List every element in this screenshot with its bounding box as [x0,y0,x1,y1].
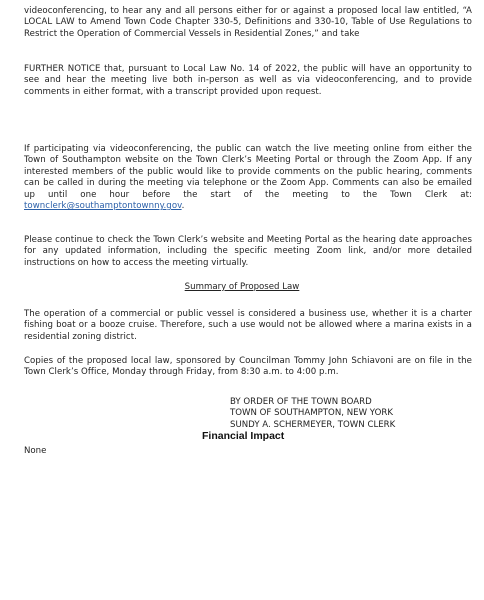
financial-impact-value: None [24,446,47,456]
paragraph-copies: Copies of the proposed local law, sponsored by Councilman Tommy John Schiavoni are on file in the Town Clerk’s Office, Monday through Friday, from 8:30 a.m. to 4:00 p.m. [24,356,472,378]
paragraph-videoconferencing [24,144,472,212]
financial-impact-heading: Financial Impact [202,430,285,442]
signature-block [230,397,395,431]
town-clerk-email-link[interactable]: townclerk@southamptontownny.gov [24,201,182,212]
signature-line-2: TOWN OF SOUTHAMPTON, NEW YORK [230,408,393,419]
videoconferencing-end: . [181,201,185,212]
paragraph-summary: The operation of a commercial or public vessel is considered a business use, whether it is a charter fishing boat or a booze cruise. Therefore, such a use would not be allowed where a marina exists in a residential zoning district. [24,309,472,342]
paragraph-hearing-intro: videoconferencing, to hear any and all persons either for or against a proposed local law entitled, “A LOCAL LAW to Amend Town Code Chapter 330-5, Definitions and 330-10, Table of Use Regulations to Restrict the Operation of Commercial Vessels in Residential Zones,” and take [24,6,472,39]
signature-line-1: BY ORDER OF THE TOWN BOARD [230,397,372,407]
paragraph-further-notice: FURTHER NOTICE that, pursuant to Local Law No. 14 of 2022, the public will have an opportunity to see and hear the meeting live both in-person as well as via videoconferencing, and to provide comments in either format, with a transcript provided upon request. [24,64,472,97]
signature-line-3: SUNDY A. SCHERMEYER, TOWN CLERK [230,419,396,430]
videoconferencing-text: If participating via videoconferencing, the public can watch the live meeting online from either the Town of Southampton website on the Town Clerk’s Meeting Portal or through the Zoom App. If any interested members of the public would like to provide comments on the public hearing, comments can be called in during the meeting via telephone or the Zoom App. Comments can also be emailed up until one hour before the start of the meeting to the Town Clerk at: [24,144,472,200]
paragraph-check-website: Please continue to check the Town Clerk’s website and Meeting Portal as the hearing date approaches for any updated information, including the specific meeting Zoom link, and/or more detailed instructions on how to access the meeting virtually. [24,235,472,268]
summary-heading: Summary of Proposed Law [184,282,300,292]
